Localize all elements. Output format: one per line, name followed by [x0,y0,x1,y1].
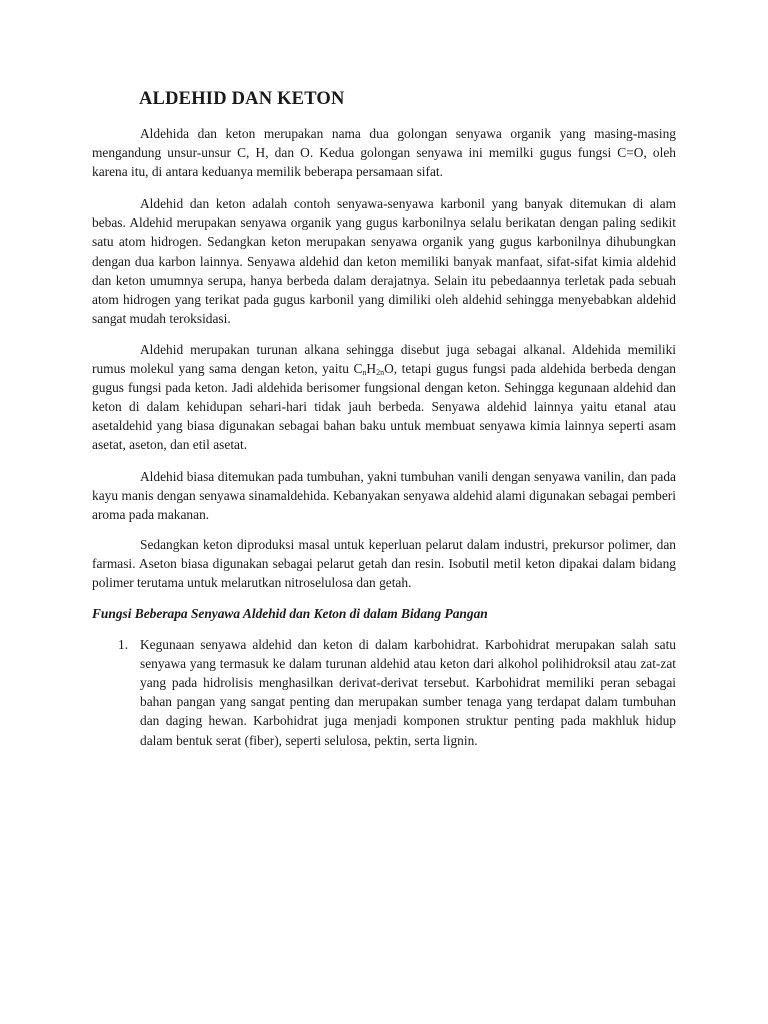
paragraph-alkanal-text-after: , tetapi gugus fungsi pada aldehida berbeda dengan gugus fungsi pada keton. Jadi aldehida berisomer fungsional dengan keton. Sehingga kegunaan aldehid dan keton di dalam kehidupan sehari-hari tidak jauh berbeda. Senyawa aldehid lainnya yaitu etanal atau asetaldehid yang biasa digunakan sebagai bahan baku untuk membuat senyawa kimia lainnya seperti asam asetat, aseton, dan etil asetat. [92,361,676,453]
formula-hydrogen: H [366,361,377,377]
list-item-text: Kegunaan senyawa aldehid dan keton di dalam karbohidrat. Karbohidrat merupakan salah satu senyawa yang termasuk ke dalam turunan aldehid atau keton dari alkohol polihidroksil atau zat-zat yang pada hidrolisis menghasilkan derivat-derivat tersebut. Karbohidrat memiliki peran sebagai bahan pangan yang sangat penting dan merupakan sumber tenaga yang terdapat dalam tumbuhan dan daging hewan. Karbohidrat juga menjadi komponen struktur penting pada makhluk hidup dalam bentuk serat (fiber), seperti selulosa, pektin, serta lignin. [140,637,676,748]
paragraph-carbonyl: Aldehid dan keton adalah contoh senyawa-senyawa karbonil yang banyak ditemukan di alam bebas. Aldehid merupakan senyawa organik yang gugus karbonilnya selalu berikatan dengan paling sedikit satu atom hidrogen. Sedangkan keton merupakan senyawa organik yang gugus karbonilnya dihubungkan dengan dua karbon lainnya. Senyawa aldehid dan keton memiliki banyak manfaat, sifat-sifat kimia aldehid dan keton umumnya serupa, hanya berbeda dalam derajatnya. Selain itu pebedaannya terletak pada sebuah atom hidrogen yang terikat pada gugus karbonil yang dimiliki oleh aldehid sehingga menyebabkan aldehid sangat mudah teroksidasi. [92,196,676,326]
paragraph-natural-sources: Aldehid biasa ditemukan pada tumbuhan, yakni tumbuhan vanili dengan senyawa vanilin, dan pada kayu manis dengan senyawa sinamaldehida. Kebanyakan senyawa aldehid alami digunakan sebagai pemberi aroma pada makanan. [92,468,676,522]
formula-carbon-subscript: n [362,368,367,378]
formula-carbon: C [353,361,363,377]
document-page [92,86,676,750]
formula-hydrogen-subscript: 2n [376,368,385,378]
section-subheading: Fungsi Beberapa Senyawa Aldehid dan Keton di dalam Bidang Pangan [92,606,488,622]
document-title: ALDEHID DAN KETON [139,89,345,109]
molecular-formula [353,361,393,376]
paragraph-alkanal [92,340,676,455]
paragraph-alkanal-text-before: Aldehid merupakan turunan alkana sehingga disebut juga sebagai alkanal. Aldehida memiliki rumus molekul yang sama dengan keton, yaitu [92,341,676,377]
paragraph-industrial-uses: Sedangkan keton diproduksi masal untuk keperluan pelarut dalam industri, prekursor polimer, dan farmasi. Aseton biasa digunakan sebagai pelarut getah dan resin. Isobutil metil keton dipakai dalam bidang polimer terutama untuk melarutkan nitroselulosa dan getah. [92,536,676,590]
formula-oxygen: O [384,361,394,377]
list-item [92,635,676,750]
numbered-list [92,635,676,750]
paragraph-intro: Aldehida dan keton merupakan nama dua golongan senyawa organik yang masing-masing mengandung unsur-unsur C, H, dan O. Kedua golongan senyawa ini memilki gugus fungsi C=O, oleh karena itu, di antara keduanya memilik beberapa persamaan sifat. [92,126,676,180]
list-item-number: 1. [118,637,129,653]
